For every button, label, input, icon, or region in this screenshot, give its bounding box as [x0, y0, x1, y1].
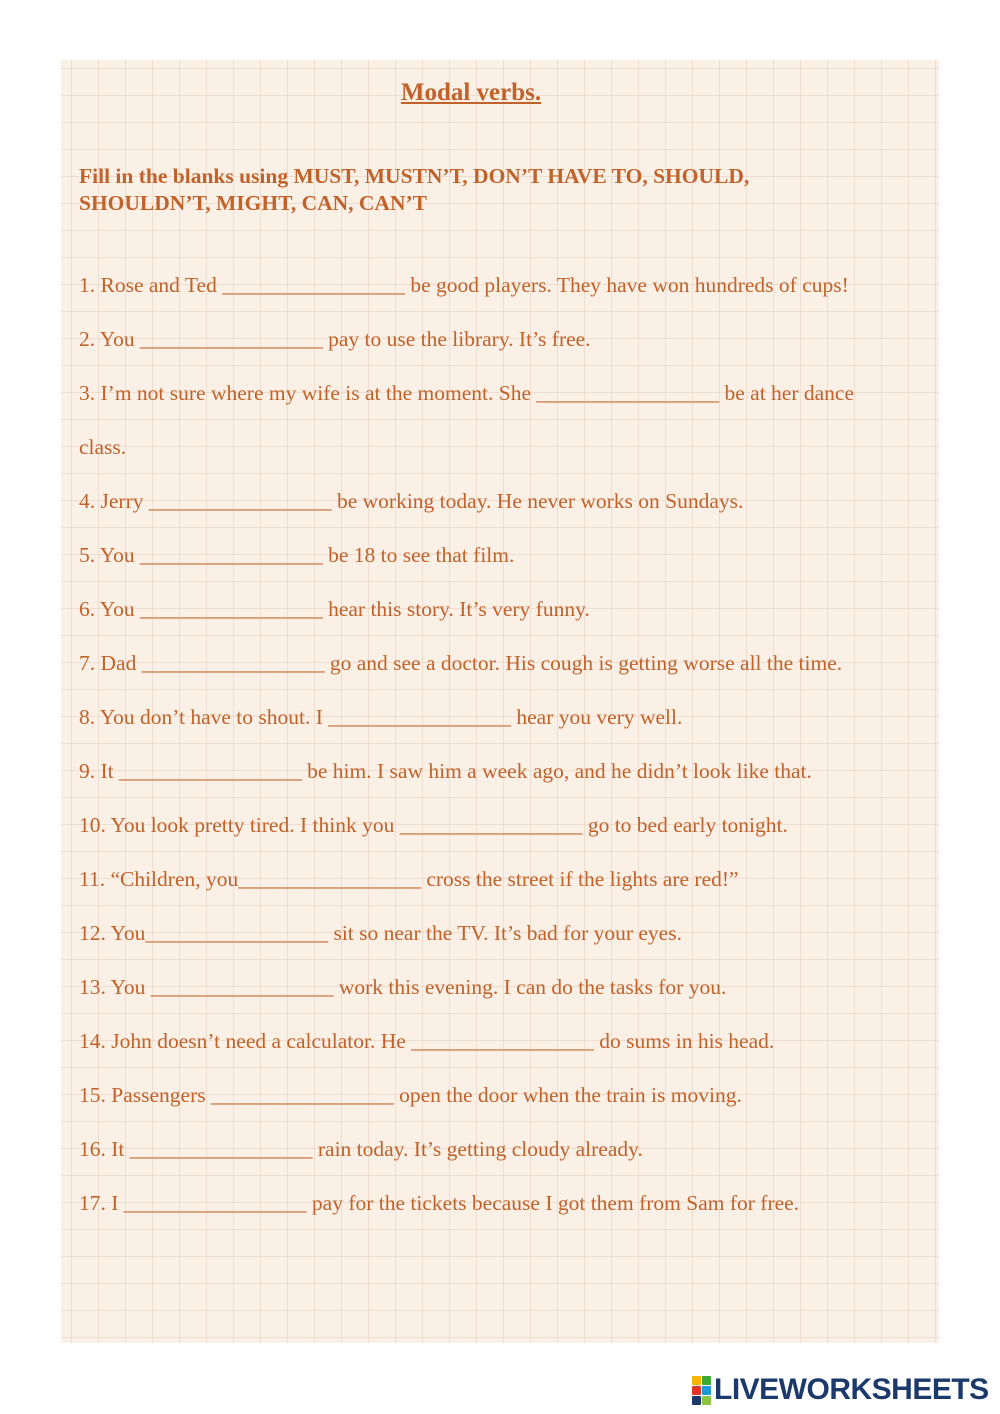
question-3: 3. I’m not sure where my wife is at the moment. She _________________ be at her dance [79, 381, 855, 405]
question-9: 9. It _________________ be him. I saw him a week ago, and he didn’t look like that. [79, 759, 812, 783]
question-12: 12. You_________________ sit so near the TV. It’s bad for your eyes. [79, 921, 682, 945]
question-3-continued: class. [79, 435, 127, 459]
page-title: Modal verbs. [400, 79, 542, 106]
question-1: 1. Rose and Ted _________________ be good players. They have won hundreds of cups! [79, 273, 849, 297]
question-13: 13. You _________________ work this evening. I can do the tasks for you. [79, 975, 727, 999]
question-2: 2. You _________________ pay to use the library. It’s free. [79, 327, 591, 351]
question-15: 15. Passengers _________________ open the door when the train is moving. [79, 1083, 742, 1107]
question-16: 16. It _________________ rain today. It’s getting cloudy already. [79, 1137, 643, 1161]
question-11: 11. “Children, you_________________ cross the street if the lights are red!” [79, 867, 739, 891]
question-10: 10. You look pretty tired. I think you _________________ go to bed early tonight. [79, 813, 788, 837]
instructions: Fill in the blanks using MUST, MUSTN’T, DON’T HAVE TO, SHOULD, SHOULDN’T, MIGHT, CAN, CAN’T [79, 164, 750, 215]
liveworksheets-logo[interactable] [692, 1374, 989, 1406]
question-6: 6. You _________________ hear this story. It’s very funny. [79, 597, 590, 621]
question-14: 14. John doesn’t need a calculator. He _________________ do sums in his head. [79, 1029, 775, 1053]
question-17: 17. I _________________ pay for the tickets because I got them from Sam for free. [79, 1191, 800, 1215]
question-5: 5. You _________________ be 18 to see that film. [79, 543, 515, 567]
question-4: 4. Jerry _________________ be working today. He never works on Sundays. [79, 489, 744, 513]
logo-grid-icon [692, 1376, 711, 1405]
question-8: 8. You don’t have to shout. I _________________ hear you very well. [79, 705, 683, 729]
logo-text: LIVEWORKSHEETS [714, 1373, 989, 1406]
question-7: 7. Dad _________________ go and see a doctor. His cough is getting worse all the time. [79, 651, 843, 675]
